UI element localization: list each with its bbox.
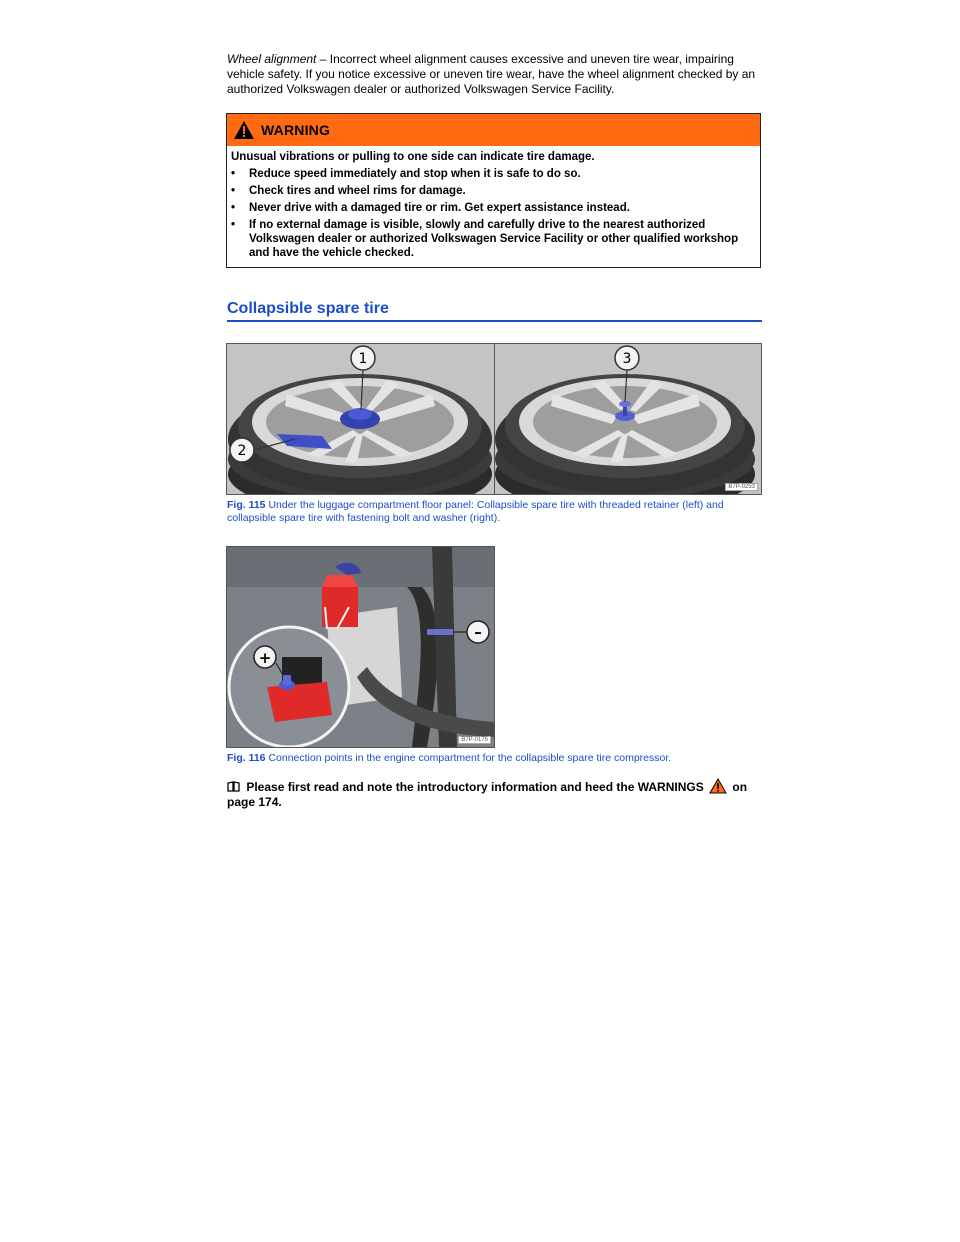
warning-triangle-icon bbox=[709, 778, 727, 794]
note-text-end: on page 174. bbox=[227, 780, 748, 809]
warning-box bbox=[226, 113, 761, 268]
figure-116-image bbox=[226, 546, 495, 748]
engine-compartment-illustration bbox=[227, 547, 494, 747]
figure-115-caption bbox=[227, 499, 762, 525]
figure-115-right-panel bbox=[494, 344, 762, 494]
intro-term: Wheel alignment bbox=[227, 52, 317, 66]
warning-item bbox=[231, 201, 756, 215]
callout-2: 2 bbox=[237, 443, 247, 459]
figure-115-label: Fig. 115 bbox=[227, 499, 266, 511]
warning-triangle-icon bbox=[233, 120, 255, 140]
plus-callout: + bbox=[258, 649, 272, 667]
callout-3: 3 bbox=[622, 351, 631, 367]
warning-item bbox=[231, 184, 756, 198]
spare-tire-bolt-illustration bbox=[495, 344, 761, 494]
warning-item bbox=[231, 218, 756, 260]
read-first-note bbox=[227, 778, 757, 810]
figure-116-caption bbox=[227, 752, 762, 765]
intro-paragraph bbox=[227, 52, 763, 97]
intro-text: – Incorrect wheel alignment causes excessive and uneven tire wear, impairing vehicle safety. If you notice excessive or uneven tire wear, have the wheel alignment checked by an authorized Volkswagen dealer or authorized Volkswagen Service Facility. bbox=[227, 52, 756, 96]
figure-116-label: Fig. 116 bbox=[227, 752, 266, 764]
warning-header bbox=[227, 114, 760, 146]
bullet: • bbox=[231, 185, 236, 197]
bullet: • bbox=[231, 168, 236, 180]
intro-block bbox=[227, 52, 763, 97]
warning-item-text: Check tires and wheel rims for damage. bbox=[249, 185, 466, 197]
figure-116-code: B7P-0175 bbox=[458, 736, 491, 744]
section-heading: Collapsible spare tire bbox=[227, 300, 762, 322]
spare-tire-retainer-illustration bbox=[227, 344, 494, 494]
figure-115-left-panel bbox=[227, 344, 494, 494]
minus-callout: – bbox=[474, 623, 482, 641]
book-icon bbox=[227, 781, 240, 792]
warning-body bbox=[227, 146, 760, 267]
figure-115-caption-text: Under the luggage compartment floor panel: Collapsible spare tire with threaded retainer (left) and collapsible spare tire with fastening bolt and washer (right). bbox=[227, 499, 724, 524]
warning-item-text: Never drive with a damaged tire or rim. Get expert assistance instead. bbox=[249, 202, 630, 214]
note-text: Please first read and note the introductory information and heed the WARNINGS bbox=[243, 780, 708, 794]
warning-title: WARNING bbox=[261, 122, 331, 138]
bullet: • bbox=[231, 202, 236, 214]
warning-item bbox=[231, 167, 756, 181]
bullet: • bbox=[231, 219, 236, 231]
figure-115-image bbox=[226, 343, 762, 495]
warning-item-text: If no external damage is visible, slowly and carefully drive to the nearest authorized Volkswagen dealer or authorized Volkswagen Service Facility or other qualified workshop and have the vehicle checked. bbox=[249, 219, 739, 259]
warning-item-text: Reduce speed immediately and stop when it is safe to do so. bbox=[249, 168, 581, 180]
figure-116-caption-text: Connection points in the engine compartment for the collapsible spare tire compressor. bbox=[265, 752, 672, 764]
callout-1: 1 bbox=[358, 351, 368, 367]
warning-lead: Unusual vibrations or pulling to one side can indicate tire damage. bbox=[231, 151, 595, 163]
warning-list bbox=[231, 167, 756, 260]
figure-115-code: B7P-0253 bbox=[725, 483, 758, 491]
